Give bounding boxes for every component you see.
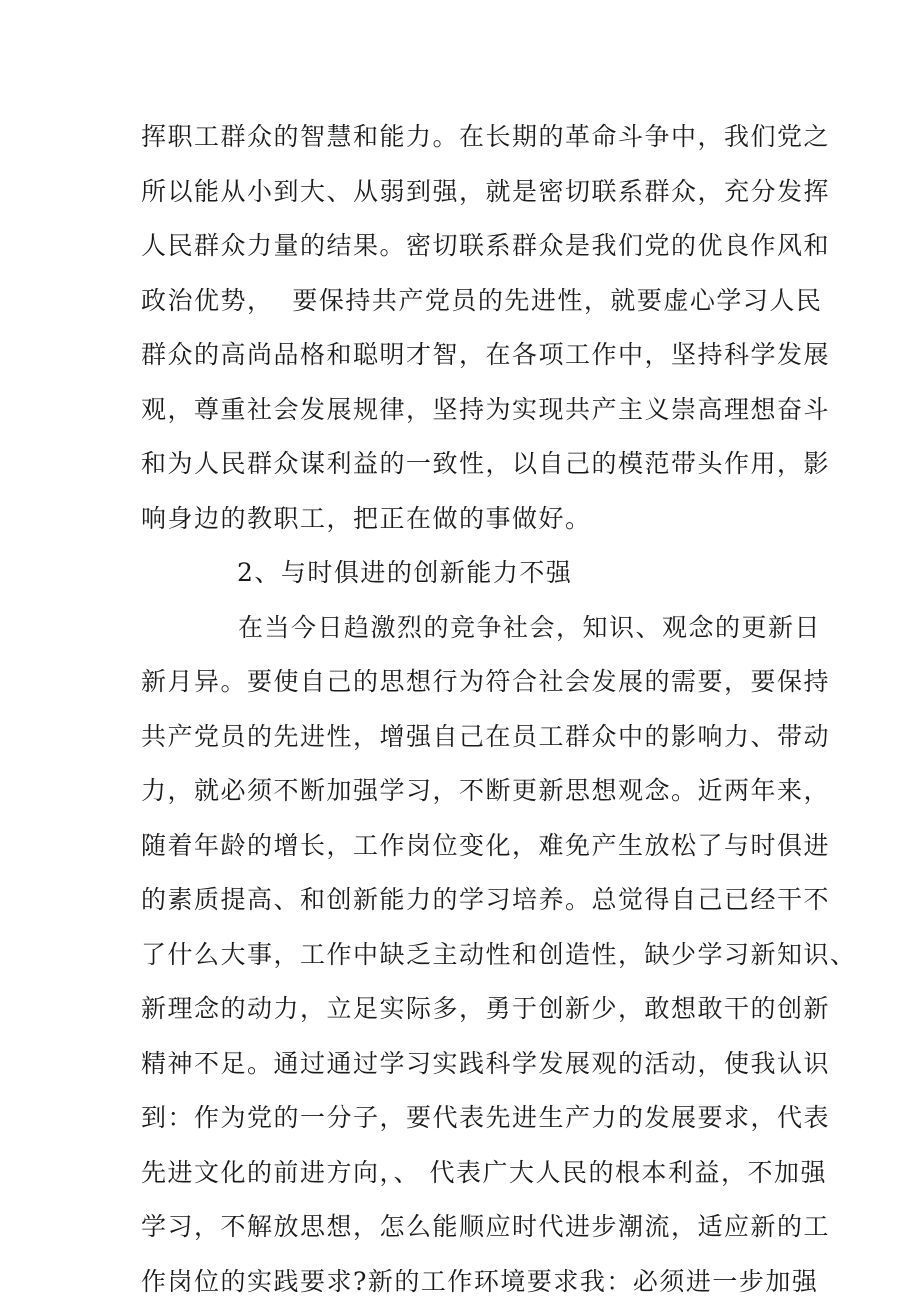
text-line: 人民群众力量的结果。密切联系群众是我们党的优良作风和 [141, 219, 801, 274]
text-line: 随着年龄的增长，工作岗位变化，难免产生放松了与时俱进 [141, 819, 801, 874]
text-line: 精神不足。通过通过学习实践科学发展观的活动，使我认识 [141, 1037, 801, 1092]
text-line: 政治优势， 要保持共产党员的先进性，就要虚心学习人民 [141, 274, 801, 329]
paragraph-continued [141, 110, 801, 546]
text-line: 共产党员的先进性，增强自己在员工群众中的影响力、带动 [141, 710, 801, 765]
text-line: 的素质提高、和创新能力的学习培养。总觉得自己已经干不 [141, 873, 801, 928]
paragraph-innovation [141, 601, 801, 1309]
text-line: 学习，不解放思想，怎么能顺应时代进步潮流，适应新的工 [141, 1200, 801, 1255]
text-line: 挥职工群众的智慧和能力。在长期的革命斗争中，我们党之 [141, 110, 801, 165]
text-line: 群众的高尚品格和聪明才智，在各项工作中，坚持科学发展 [141, 328, 801, 383]
text-line: 所以能从小到大、从弱到强，就是密切联系群众，充分发挥 [141, 165, 801, 220]
text-line: 力，就必须不断加强学习，不断更新思想观念。近两年来， [141, 764, 801, 819]
text-line: 了什么大事，工作中缺乏主动性和创造性，缺少学习新知识、 [141, 928, 801, 983]
text-line: 观，尊重社会发展规律，坚持为实现共产主义崇高理想奋斗 [141, 383, 801, 438]
text-line: 新月异。要使自己的思想行为符合社会发展的需要，要保持 [141, 655, 801, 710]
document-body [141, 110, 801, 1309]
text-line: 响身边的教职工，把正在做的事做好。 [141, 492, 801, 547]
text-line: 到：作为党的一分子，要代表先进生产力的发展要求，代表 [141, 1091, 801, 1146]
text-line: 和为人民群众谋利益的一致性，以自己的模范带头作用，影 [141, 437, 801, 492]
text-line: 新理念的动力，立足实际多，勇于创新少，敢想敢干的创新 [141, 982, 801, 1037]
text-line: 在当今日趋激烈的竞争社会，知识、观念的更新日 [141, 601, 801, 656]
text-line: 先进文化的前进方向，、 代表广大人民的根本利益，不加强 [141, 1146, 801, 1201]
section-heading: 2、与时俱进的创新能力不强 [141, 546, 801, 601]
text-line: 作岗位的实践要求?新的工作环境要求我：必须进一步加强 [141, 1255, 801, 1309]
